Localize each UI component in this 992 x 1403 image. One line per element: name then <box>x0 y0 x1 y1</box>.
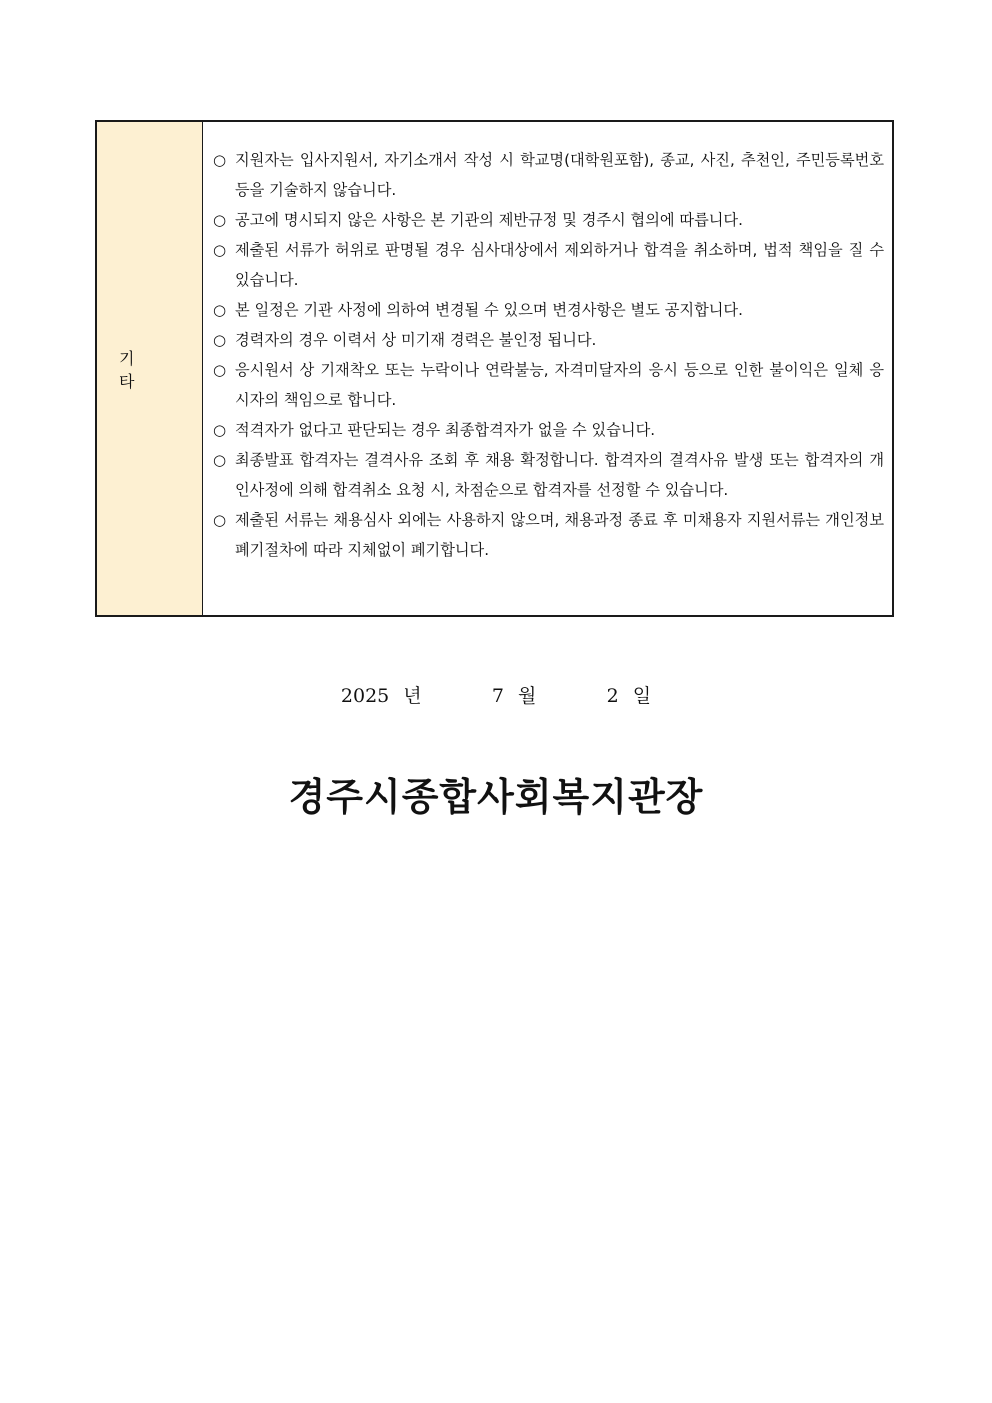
date-year: 2025 <box>340 685 390 707</box>
table-content-cell <box>203 122 892 615</box>
table-label: 기 타 <box>119 348 157 391</box>
date-day: 2 <box>606 685 619 707</box>
circle-bullet-icon: ○ <box>213 511 227 529</box>
date-year-unit: 년 <box>403 685 422 707</box>
list-item <box>213 355 884 415</box>
notice-table <box>95 120 894 617</box>
list-item <box>213 325 884 355</box>
document-date <box>0 681 992 708</box>
list-item-text: 최종발표 합격자는 결격사유 조회 후 채용 확정합니다. 합격자의 결격사유 발생 또는 합격자의 개인사정에 의해 합격취소 요청 시, 차점순으로 합격자를 선정할 수 있습니다. <box>235 451 884 499</box>
organization-signature: 경주시종합사회복지관장 <box>288 775 704 819</box>
list-item <box>213 505 884 565</box>
list-item <box>213 445 884 505</box>
circle-bullet-icon: ○ <box>213 151 227 169</box>
list-item-text: 경력자의 경우 이력서 상 미기재 경력은 불인정 됩니다. <box>235 331 597 349</box>
list-item-text: 제출된 서류는 채용심사 외에는 사용하지 않으며, 채용과정 종료 후 미채용자 지원서류는 개인정보 폐기절차에 따라 지체없이 폐기합니다. <box>235 511 884 559</box>
list-item <box>213 235 884 295</box>
table-label-cell <box>97 122 203 615</box>
circle-bullet-icon: ○ <box>213 451 227 469</box>
list-item-text: 본 일정은 기관 사정에 의하여 변경될 수 있으며 변경사항은 별도 공지합니다. <box>235 301 743 319</box>
list-item-text: 제출된 서류가 허위로 판명될 경우 심사대상에서 제외하거나 합격을 취소하며, 법적 책임을 질 수 있습니다. <box>235 241 884 289</box>
list-item-text: 적격자가 없다고 판단되는 경우 최종합격자가 없을 수 있습니다. <box>235 421 656 439</box>
circle-bullet-icon: ○ <box>213 241 227 259</box>
circle-bullet-icon: ○ <box>213 421 227 439</box>
list-item-text: 응시원서 상 기재착오 또는 누락이나 연락불능, 자격미달자의 응시 등으로 인한 불이익은 일체 응시자의 책임으로 합니다. <box>235 361 884 409</box>
circle-bullet-icon: ○ <box>213 331 227 349</box>
list-item-text: 공고에 명시되지 않은 사항은 본 기관의 제반규정 및 경주시 협의에 따릅니다. <box>235 211 743 229</box>
circle-bullet-icon: ○ <box>213 211 227 229</box>
date-month: 7 <box>491 685 504 707</box>
date-day-unit: 일 <box>632 685 652 707</box>
circle-bullet-icon: ○ <box>213 361 227 379</box>
list-item <box>213 295 884 325</box>
date-month-unit: 월 <box>518 685 537 707</box>
notice-list <box>213 145 884 565</box>
list-item <box>213 145 884 205</box>
list-item-text: 지원자는 입사지원서, 자기소개서 작성 시 학교명(대학원포함), 종교, 사진, 추천인, 주민등록번호 등을 기술하지 않습니다. <box>235 151 884 199</box>
list-item <box>213 205 884 235</box>
circle-bullet-icon: ○ <box>213 301 227 319</box>
list-item <box>213 415 884 445</box>
